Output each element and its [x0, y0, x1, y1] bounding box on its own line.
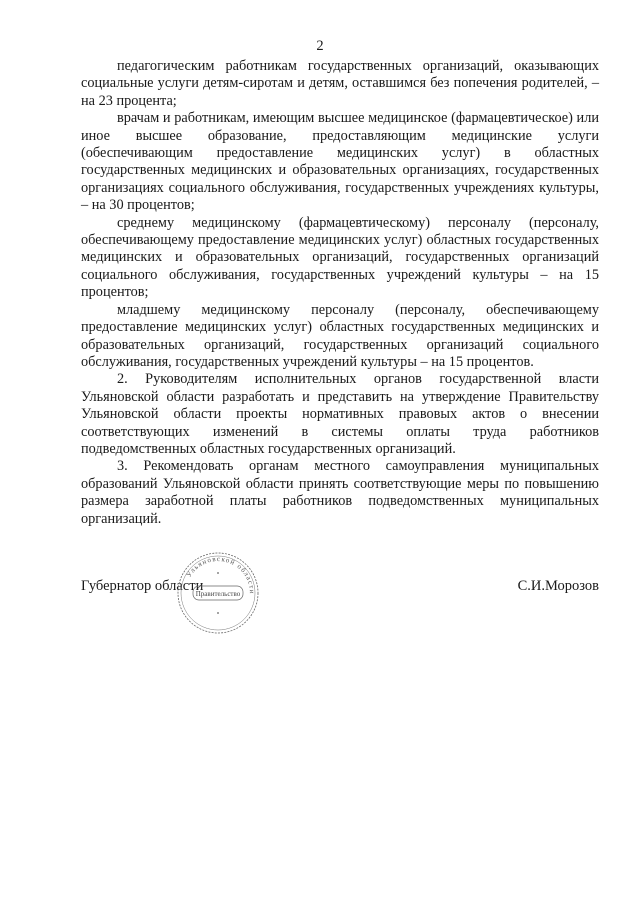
paragraph-junior-medical-staff: младшему медицинскому персоналу (персоналу, обеспечивающему предоставление медицинских услуг) областных государственных медицинских и образовательных организаций, государственных организаций социального обслуживания, государственных учреждений культуры – на 15 процентов. — [81, 301, 599, 370]
seal-outer-text: Ульяновской области — [184, 554, 257, 595]
signatory-name: С.И.Морозов — [517, 578, 599, 594]
document-body — [81, 58, 599, 528]
paragraph-doctors: врачам и работникам, имеющим высшее медицинское (фармацевтическое) или иное высшее образование, предоставляющим медицинские услуги (обеспечивающим предоставление медицинских услуг) в областных государственных медицинских и образовательных организациях, государственных организациях социального обслуживания, государственных учреждениях культуры, – на 30 процентов; — [81, 110, 599, 214]
signatory-position: Губернатор области — [81, 578, 204, 594]
svg-text:Ульяновской области — [185, 555, 256, 595]
paragraph-item-2: 2. Руководителям исполнительных органов государственной власти Ульяновской области разработать и представить на утверждение Правительству Ульяновской области проекты нормативных правовых актов о внесении соответствующих изменений в системы оплаты труда работников подведомственных областных государственных организаций. — [81, 371, 599, 457]
paragraph-item-3: 3. Рекомендовать органам местного самоуправления муниципальных образований Ульяновской области принять соответствующие меры по повышению размера заработной платы работников подведомственных муниципальных организаций. — [81, 458, 599, 527]
page-number: 2 — [316, 38, 324, 54]
signature-block — [81, 578, 599, 638]
paragraph-middle-medical-staff: среднему медицинскому (фармацевтическому) персоналу (персоналу, обеспечивающему предоставление медицинских услуг) областных государственных медицинских и образовательных организаций, государственных организаций социального обслуживания, государственных учреждений культуры – на 15 процентов; — [81, 214, 599, 301]
paragraph-teachers: педагогическим работникам государственных организаций, оказывающих социальные услуги детям-сиротам и детям, оставшимся без попечения родителей, – на 23 процента; — [81, 58, 599, 109]
seal-center-text: Правительство — [195, 590, 241, 598]
official-seal-stamp — [176, 551, 260, 635]
